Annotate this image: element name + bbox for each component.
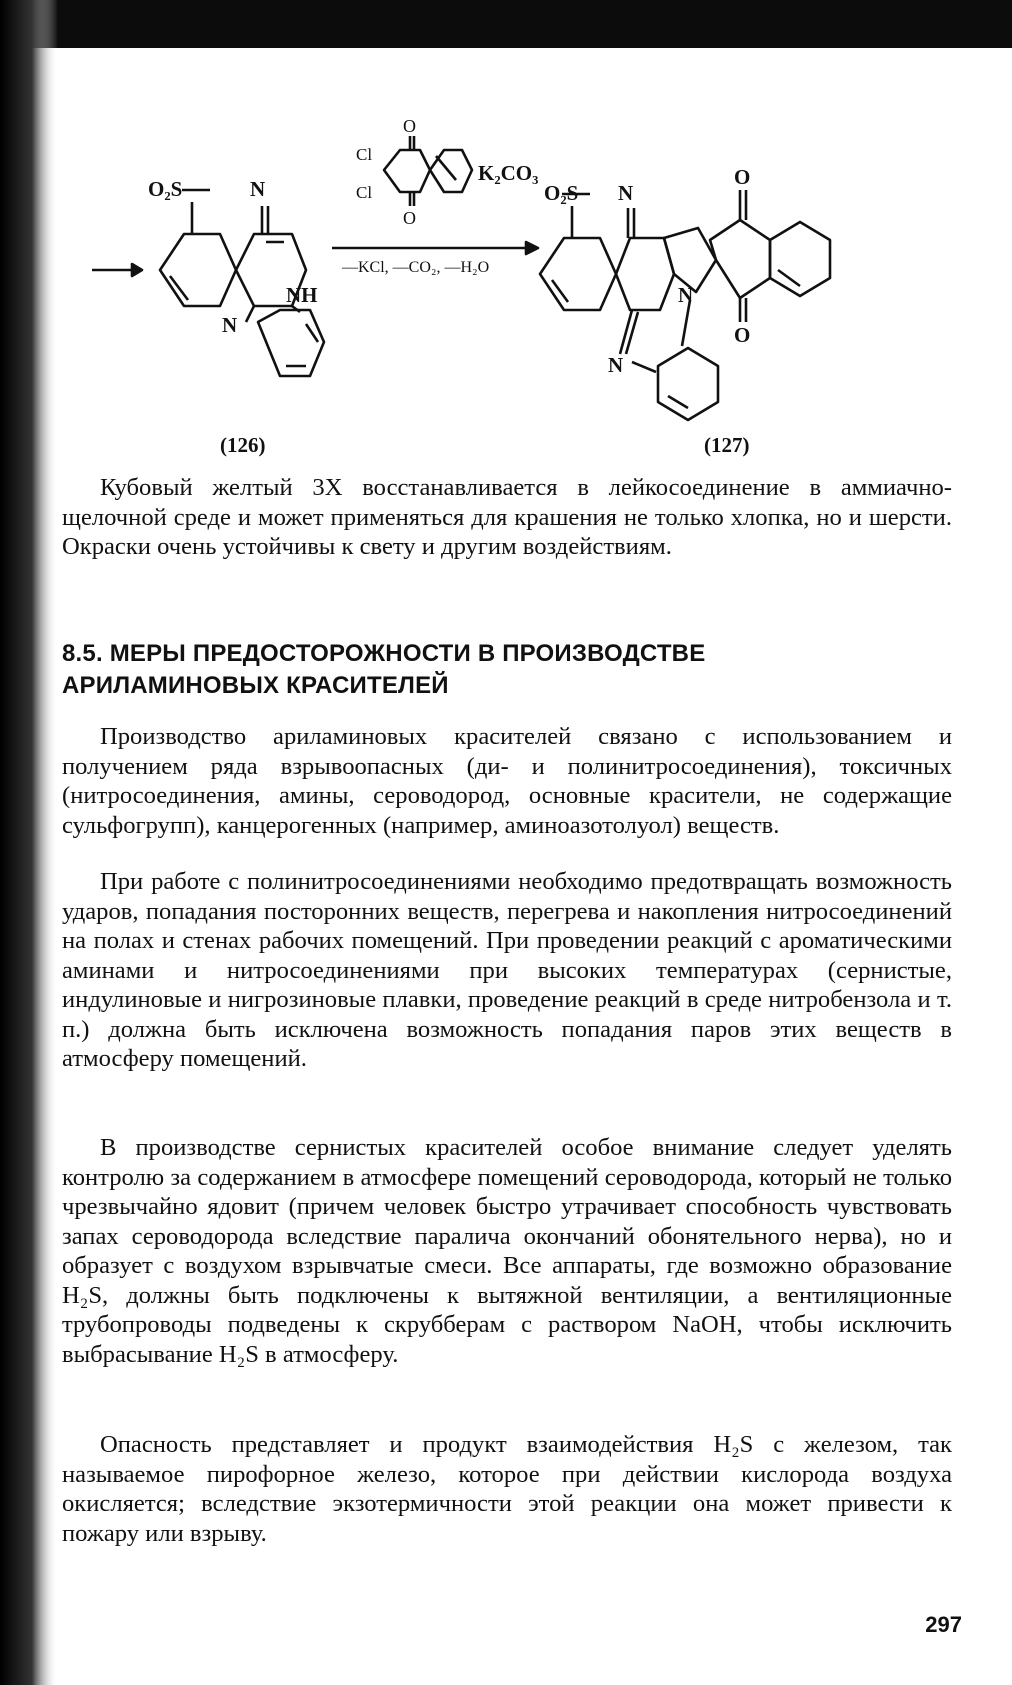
reaction-byproducts-label: —KCl, —CO₂, —H₂O xyxy=(342,259,490,276)
product-n-left-label: N xyxy=(608,353,624,377)
paragraph-1-text: Кубовый желтый 3Х восстанавливается в лейкосоединение в аммиачно-щелочной среде и может применяться для крашения не только хлопка, но и шерсти. Окраски очень устойчивы к свету и другим воздействиям. xyxy=(62,474,952,560)
compound-126-label: (126) xyxy=(220,433,266,457)
product-n-center-label: N xyxy=(678,283,694,307)
paragraph-polynitro xyxy=(62,867,952,1074)
reactant-n-top-label: N xyxy=(250,177,266,201)
product-o-bottom-label: O xyxy=(734,323,751,347)
reagent-o-bottom-label: O xyxy=(403,208,416,228)
reagent-cl1-label: Cl xyxy=(356,145,373,164)
product-o-top-label: O xyxy=(734,165,751,189)
scan-top-border xyxy=(0,0,1012,48)
paragraph-4-text: В производстве сернистых красителей особое внимание следует уделять контролю за содержанием в атмосфере помещений сероводорода, который не только чрезвычайно ядовит (причем человек быстро утрачивает способность чувствовать запах сероводорода вследствие паралича окончаний обонятельного нерва), но и образует с воздухом взрывчатые смеси. Все аппараты, где возможно образование H₂S, должны быть подключены к вытяжной вентиляции, а вентиляционные трубопроводы подведены к скрубберам с раствором NaOH, чтобы исключить выбрасывание H₂S в атмосферу. xyxy=(62,1134,952,1368)
reactant-nh-label: NH xyxy=(286,283,318,307)
reaction-scheme-drawing xyxy=(70,110,970,470)
paragraph-pyrophoric-iron xyxy=(62,1430,952,1548)
product-so2-label: O₂S xyxy=(544,181,579,205)
scan-left-edge-shadow xyxy=(0,0,58,1685)
compound-127-label: (127) xyxy=(704,433,750,457)
paragraph-3-text: При работе с полинитросоединениями необходимо предотвращать возможность ударов, попадания посторонних веществ, перегрева и накопления нитросоединений на полах и стенах рабочих помещений. При проведении реакций с ароматическими аминами и нитросоединениями при высоких температурах (сернистые, индулиновые и нигрозиновые плавки, проведение реакций в среде нитробензола и т. п.) должна быть исключена возможность попадания паров этих веществ в атмосферу помещений. xyxy=(62,868,952,1072)
reaction-scheme xyxy=(70,110,970,470)
reactant-n-mid-label: N xyxy=(222,313,238,337)
product-n-top-label: N xyxy=(618,181,634,205)
paragraph-vat-yellow xyxy=(62,473,952,562)
reactant-so2-label: O₂S xyxy=(148,177,183,201)
paragraph-hazards xyxy=(62,722,952,840)
reagent-o-top-label: O xyxy=(403,116,416,136)
paragraph-5-text: Опасность представляет и продукт взаимодействия H₂S с железом, так называемое пирофорное железо, которое при действии кислорода воздуха окисляется; вследствие экзотермичности этой реакции она может привести к пожару или взрыву. xyxy=(62,1431,952,1547)
reagent-cl2-label: Cl xyxy=(356,183,373,202)
paragraph-sulfur-dyes xyxy=(62,1133,952,1369)
section-heading xyxy=(62,638,942,702)
section-heading-line-1: 8.5. МЕРЫ ПРЕДОСТОРОЖНОСТИ В ПРОИЗВОДСТВЕ xyxy=(62,640,706,667)
page-number: 297 xyxy=(925,1612,962,1637)
reagent-base-label: K₂CO₃ xyxy=(478,161,539,185)
paragraph-2-text: Производство ариламиновых красителей связано с использованием и получением ряда взрывоопасных (ди- и полинитросоединения), токсичных (нитросоединения, амины, сероводород, основные красители, не содержащие сульфогрупп), канцерогенных (например, аминоазотолуол) веществ. xyxy=(62,723,952,839)
section-heading-line-2: АРИЛАМИНОВЫХ КРАСИТЕЛЕЙ xyxy=(62,672,449,699)
